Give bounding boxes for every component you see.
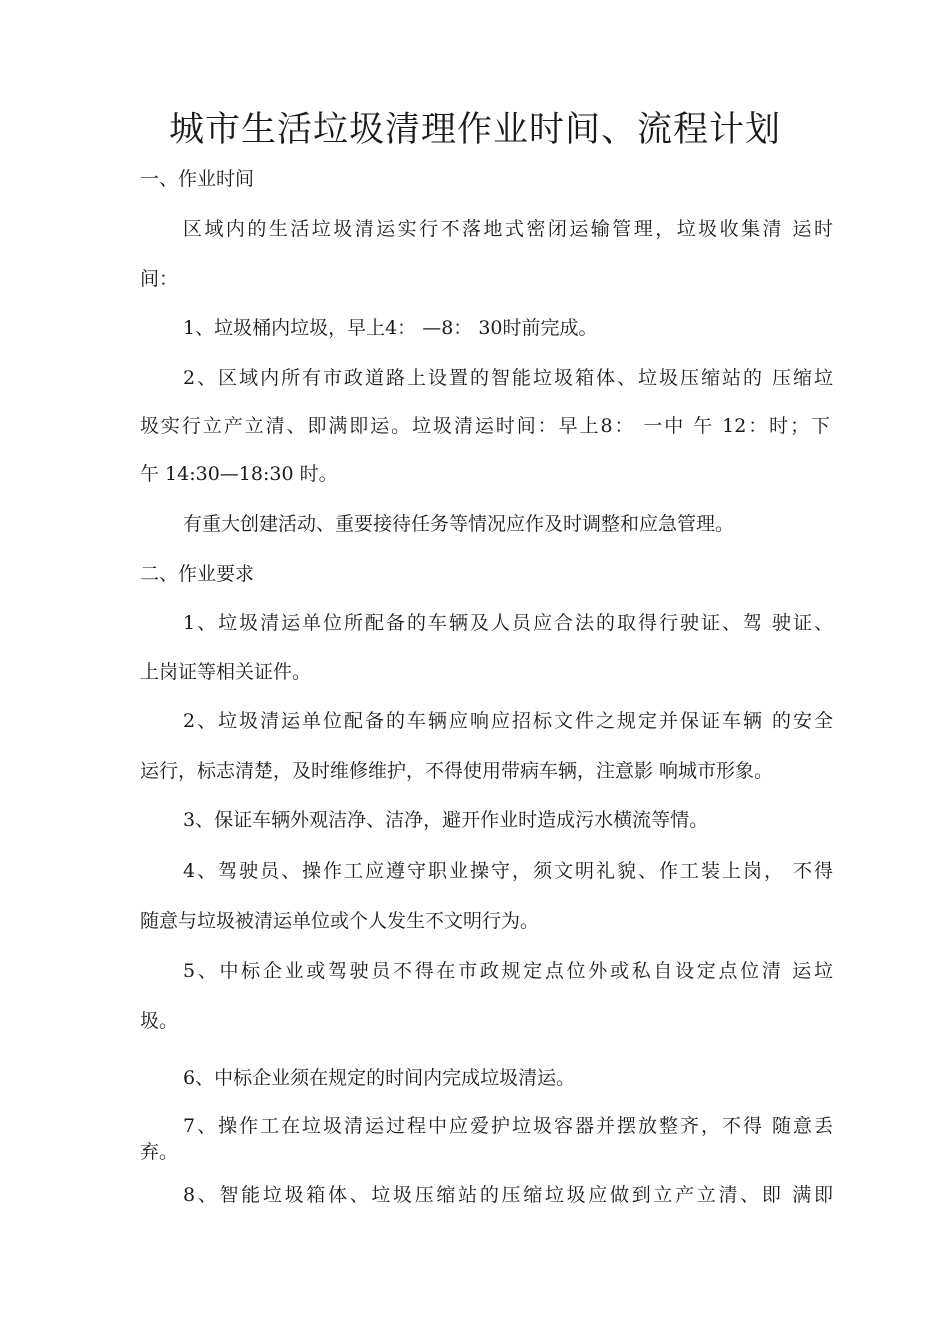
- document-title: 城市生活垃圾清理作业时间、流程计划: [168, 110, 781, 150]
- paragraph-line: 2、区域内所有市政道路上设置的智能垃圾箱体、垃圾压缩站的 压缩垃: [183, 367, 833, 389]
- paragraph-line: 上岗证等相关证件。: [140, 661, 312, 683]
- paragraph-line: 运行，标志清楚，及时维修维护，不得使用带病车辆，注意影 响城市形象。: [140, 760, 774, 782]
- paragraph-line: 间：: [140, 268, 179, 290]
- paragraph-line: 圾。: [140, 1010, 179, 1032]
- paragraph-line: 弃。: [140, 1141, 179, 1163]
- paragraph-line: 5、中标企业或驾驶员不得在市政规定点位外或私自设定点位清 运垃: [183, 960, 833, 982]
- section-heading-work-requirements: 二、作业要求: [140, 563, 255, 585]
- paragraph-line: 8、智能垃圾箱体、垃圾压缩站的压缩垃圾应做到立产立清、即 满即: [183, 1184, 833, 1206]
- section-heading-work-time: 一、作业时间: [140, 168, 255, 190]
- paragraph-line: 随意与垃圾被清运单位或个人发生不文明行为。: [140, 910, 540, 932]
- paragraph-line: 7、操作工在垃圾清运过程中应爱护垃圾容器并摆放整齐，不得 随意丢: [183, 1115, 833, 1137]
- paragraph-line: 午 14:30—18:30 时。: [140, 463, 338, 485]
- paragraph-line: 3、保证车辆外观洁净、洁净，避开作业时造成污水横流等情。: [183, 809, 709, 831]
- paragraph-line: 6、中标企业须在规定的时间内完成垃圾清运。: [183, 1067, 576, 1089]
- paragraph-line: 1、垃圾清运单位所配备的车辆及人员应合法的取得行驶证、驾 驶证、: [183, 612, 833, 634]
- paragraph-line: 1、垃圾桶内垃圾，早上4： —8： 30时前完成。: [183, 317, 598, 339]
- paragraph-line: 圾实行立产立清、即满即运。垃圾清运时间：早上8： 一中 午 12：时；下: [140, 415, 830, 437]
- paragraph-line: 有重大创建活动、重要接待任务等情况应作及时调整和应急管理。: [183, 513, 735, 535]
- paragraph-line: 区域内的生活垃圾清运实行不落地式密闭运输管理，垃圾收集清 运时: [183, 218, 833, 240]
- paragraph-line: 2、垃圾清运单位配备的车辆应响应招标文件之规定并保证车辆 的安全: [183, 710, 833, 732]
- paragraph-line: 4、驾驶员、操作工应遵守职业操守，须文明礼貌、作工装上岗， 不得: [183, 860, 833, 882]
